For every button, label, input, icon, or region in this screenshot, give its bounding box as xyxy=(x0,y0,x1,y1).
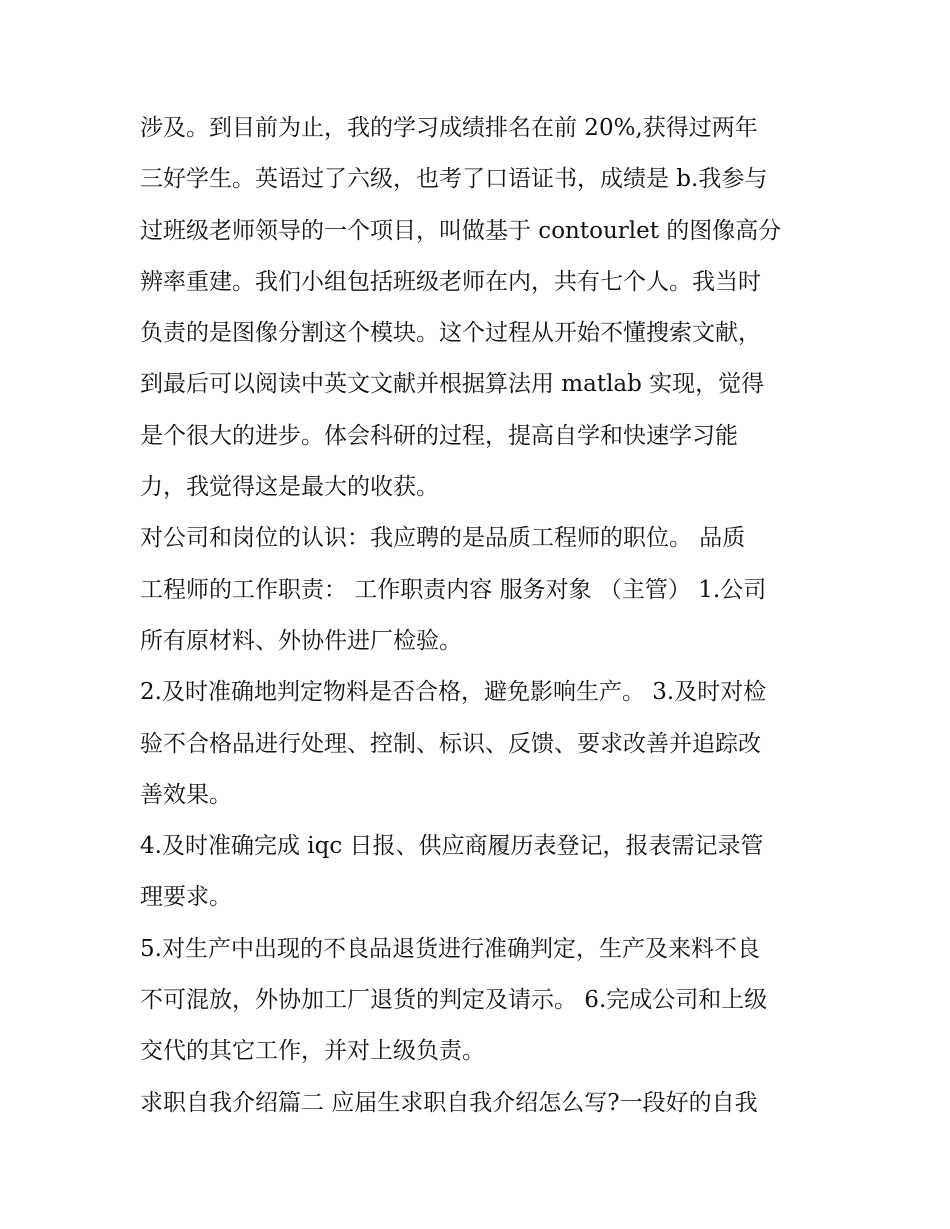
document-page xyxy=(140,103,812,1129)
text-line: 力，我觉得这是最大的收获。 xyxy=(140,474,439,501)
text-line: 善效果。 xyxy=(140,781,232,808)
text-line: 过班级老师领导的一个项目，叫做基于 contourlet 的图像高分 xyxy=(140,217,782,244)
text-line: 5.对生产中出现的不良品退货进行准确判定，生产及来料不良 xyxy=(140,935,760,962)
text-line: 负责的是图像分割这个模块。这个过程从开始不懂搜索文献， xyxy=(140,320,761,347)
text-line: 对公司和岗位的认识：我应聘的是品质工程师的职位。 品质 xyxy=(140,525,746,552)
text-line: 不可混放，外协加工厂退货的判定及请示。 6.完成公司和上级 xyxy=(140,987,768,1014)
text-line: 到最后可以阅读中英文文献并根据算法用 matlab 实现，觉得 xyxy=(140,371,765,398)
text-line: 是个很大的进步。体会科研的过程，提高自学和快速学习能 xyxy=(140,422,738,449)
text-line: 三好学生。英语过了六级，也考了口语证书，成绩是 b.我参与 xyxy=(140,166,768,193)
text-line: 涉及。到目前为止，我的学习成绩排名在前 20%,获得过两年 xyxy=(140,115,758,141)
text-line: 2.及时准确地判定物料是否合格，避免影响生产。 3.及时对检 xyxy=(140,679,767,706)
text-line: 工程师的工作职责： 工作职责内容 服务对象 （主管） 1.公司 xyxy=(140,576,767,603)
text-line: 验不合格品进行处理、控制、标识、反馈、要求改善并追踪改 xyxy=(140,730,761,757)
text-line: 所有原材料、外协件进厂检验。 xyxy=(140,627,462,654)
text-line: 交代的其它工作，并对上级负责。 xyxy=(140,1038,485,1065)
text-line: 4.及时准确完成 iqc 日报、供应商履历表登记，报表需记录管 xyxy=(140,833,764,860)
text-line: 辨率重建。我们小组包括班级老师在内，共有七个人。我当时 xyxy=(140,268,761,295)
text-line: 理要求。 xyxy=(140,884,232,911)
text-line: 求职自我介绍篇二 应届生求职自我介绍怎么写?一段好的自我 xyxy=(140,1089,758,1116)
